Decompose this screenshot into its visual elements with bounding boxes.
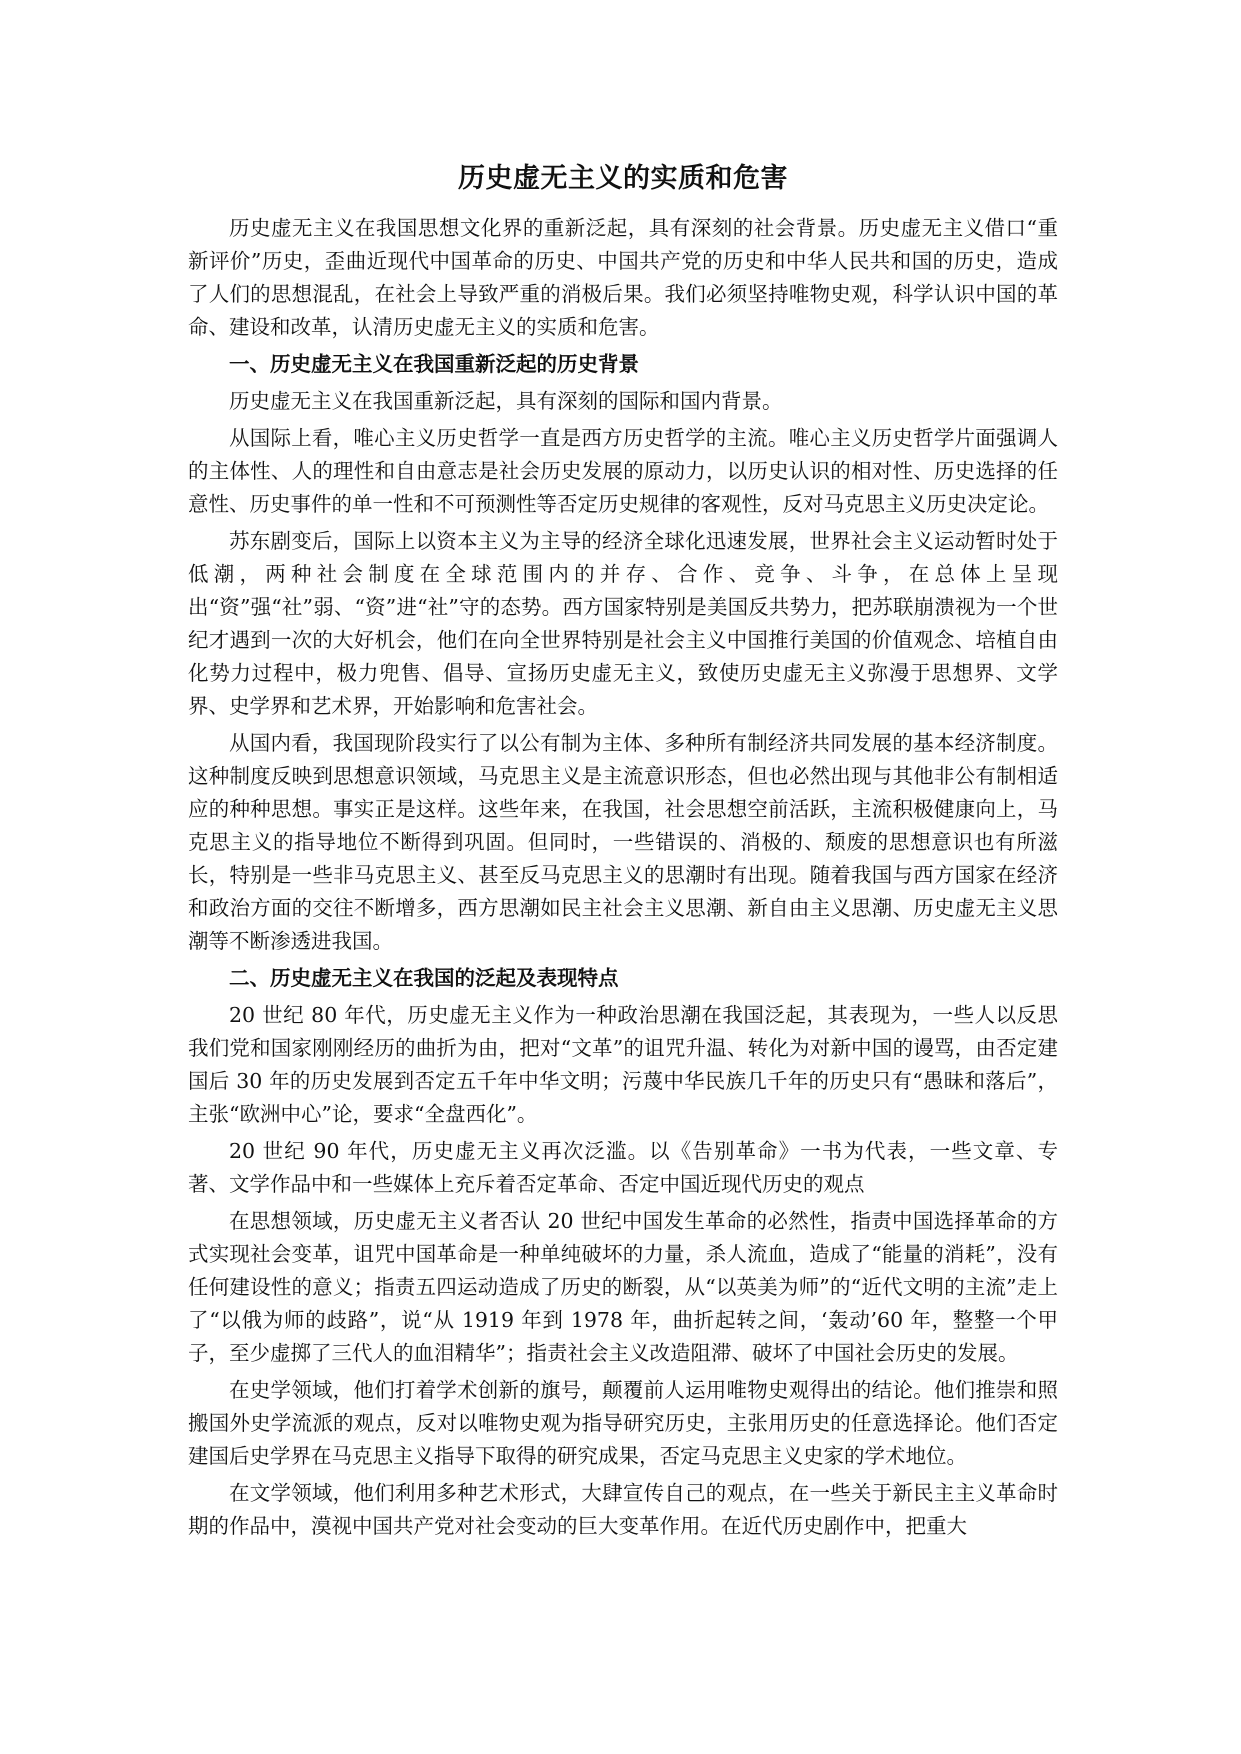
paragraph: 在文学领域，他们利用多种艺术形式，大肆宣传自己的观点，在一些关于新民主主义革命时期的作品中，漠视中国共产党对社会变动的巨大变革作用。在近代历史剧作中，把重大	[188, 1481, 1058, 1538]
paragraph: 20 世纪 80 年代，历史虚无主义作为一种政治思潮在我国泛起，其表现为，一些人以反思我们党和国家刚刚经历的曲折为由，把对“文革”的诅咒升温、转化为对新中国的谩骂，由否定建国后 30 年的历史发展到否定五千年中华文明；污蔑中华民族几千年的历史只有“愚昧和落后”，主张“欧洲中心”论，要求“全盘西化”。	[188, 1003, 1058, 1126]
document-title: 历史虚无主义的实质和危害	[458, 163, 788, 194]
section-heading-1: 一、历史虚无主义在我国重新泛起的历史背景	[229, 352, 639, 376]
paragraph: 历史虚无主义在我国重新泛起，具有深刻的国际和国内背景。	[229, 389, 783, 413]
document-page	[188, 160, 1058, 1547]
paragraph: 从国际上看，唯心主义历史哲学一直是西方历史哲学的主流。唯心主义历史哲学片面强调人的主体性、人的理性和自由意志是社会历史发展的原动力，以历史认识的相对性、历史选择的任意性、历史事件的单一性和不可预测性等否定历史规律的客观性，反对马克思主义历史决定论。	[188, 426, 1058, 516]
paragraph: 苏东剧变后，国际上以资本主义为主导的经济全球化迅速发展，世界社会主义运动暂时处于低潮，两种社会制度在全球范围内的并存、合作、竞争、斗争，在总体上呈现出“资”强“社”弱、“资”进“社”守的态势。西方国家特别是美国反共势力，把苏联崩溃视为一个世纪才遇到一次的大好机会，他们在向全世界特别是社会主义中国推行美国的价值观念、培植自由化势力过程中，极力兜售、倡导、宣扬历史虚无主义，致使历史虚无主义弥漫于思想界、文学界、史学界和艺术界，开始影响和危害社会。	[188, 529, 1058, 718]
paragraph: 从国内看，我国现阶段实行了以公有制为主体、多种所有制经济共同发展的基本经济制度。这种制度反映到思想意识领域，马克思主义是主流意识形态，但也必然出现与其他非公有制相适应的种种思想。事实正是这样。这些年来，在我国，社会思想空前活跃，主流积极健康向上，马克思主义的指导地位不断得到巩固。但同时，一些错误的、消极的、颓废的思想意识也有所滋长，特别是一些非马克思主义、甚至反马克思主义的思潮时有出现。随着我国与西方国家在经济和政治方面的交往不断增多，西方思潮如民主社会主义思潮、新自由主义思潮、历史虚无主义思潮等不断渗透进我国。	[188, 731, 1058, 953]
intro-paragraph: 历史虚无主义在我国思想文化界的重新泛起，具有深刻的社会背景。历史虚无主义借口“重新评价”历史，歪曲近现代中国革命的历史、中国共产党的历史和中华人民共和国的历史，造成了人们的思想混乱，在社会上导致严重的消极后果。我们必须坚持唯物史观，科学认识中国的革命、建设和改革，认清历史虚无主义的实质和危害。	[188, 216, 1058, 339]
paragraph: 在史学领域，他们打着学术创新的旗号，颠覆前人运用唯物史观得出的结论。他们推崇和照搬国外史学流派的观点，反对以唯物史观为指导研究历史，主张用历史的任意选择论。他们否定建国后史学界在马克思主义指导下取得的研究成果，否定马克思主义史家的学术地位。	[188, 1378, 1058, 1468]
paragraph: 20 世纪 90 年代，历史虚无主义再次泛滥。以《告别革命》一书为代表，一些文章、专著、文学作品中和一些媒体上充斥着否定革命、否定中国近现代历史的观点	[188, 1139, 1058, 1196]
section-heading-2: 二、历史虚无主义在我国的泛起及表现特点	[229, 966, 619, 990]
paragraph: 在思想领域，历史虚无主义者否认 20 世纪中国发生革命的必然性，指责中国选择革命的方式实现社会变革，诅咒中国革命是一种单纯破坏的力量，杀人流血，造成了“能量的消耗”，没有任何建设性的意义；指责五四运动造成了历史的断裂，从“以英美为师”的“近代文明的主流”走上了“以俄为师的歧路”，说“从 1919 年到 1978 年，曲折起转之间，‘轰动’60 年，整整一个甲子，至少虚掷了三代人的血泪精华”；指责社会主义改造阻滞、破坏了中国社会历史的发展。	[188, 1209, 1058, 1365]
